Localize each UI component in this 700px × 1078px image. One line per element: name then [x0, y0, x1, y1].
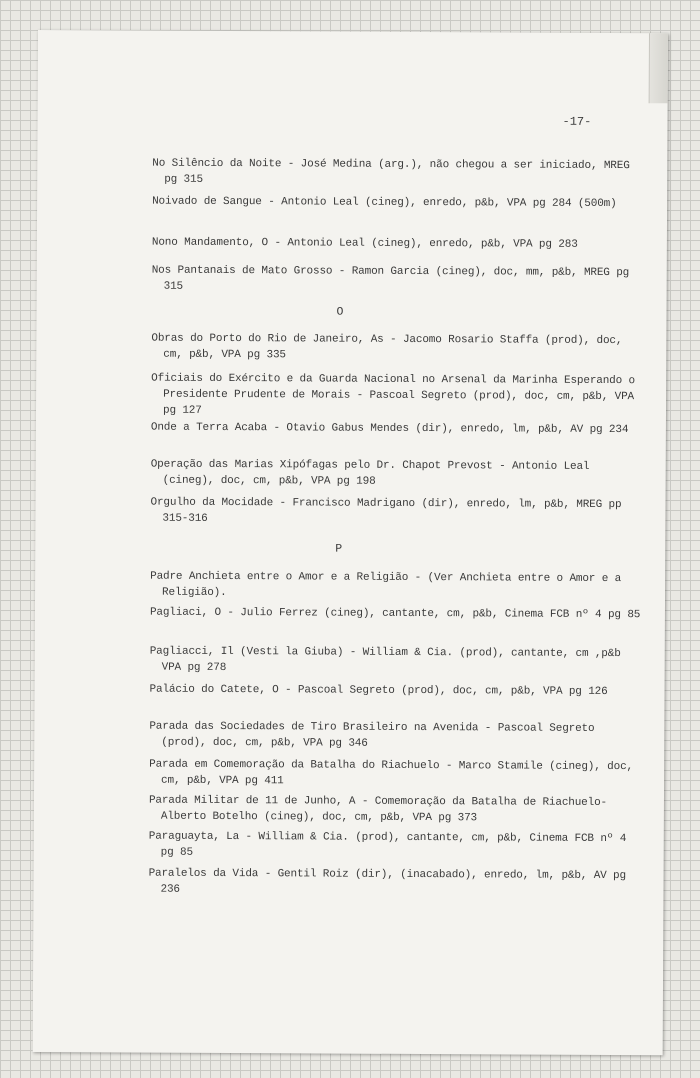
- list-item: Palácio do Catete, O - Pascoal Segreto (prod), doc, cm, p&b, VPA pg 126: [149, 683, 608, 698]
- list-item: Parada em Comemoração da Batalha do Riachuelo - Marco Stamile (cineg), doc, cm, p&b, VPA pg 411: [149, 758, 634, 788]
- list-item: Paralelos da Vida - Gentil Roiz (dir), (inacabado), enredo, lm, p&b, AV pg 236: [148, 867, 626, 896]
- list-item: Pagliaci, O - Julio Ferrez (cineg), cantante, cm, p&b, Cinema FCB nº 4 pg 85: [149, 606, 641, 622]
- list-item: Pagliacci, Il (Vesti la Giuba) - William & Cia. (prod), cantante, cm ,p&b VPA pg 278: [149, 645, 621, 674]
- document-page: [33, 30, 668, 1055]
- list-item: Noivado de Sangue - Antonio Leal (cineg), enredo, p&b, VPA pg 284 (500m): [152, 195, 617, 211]
- list-item: No Silêncio da Noite - José Medina (arg.), não chegou a ser iniciado, MREG pg 315: [152, 157, 630, 186]
- page-edge: [649, 33, 668, 103]
- list-item: Parada Militar de 11 de Junho, A - Comemoração da Batalha de Riachuelo- Alberto Botelho (cineg), doc, cm, p&b, VPA pg 373: [148, 794, 608, 825]
- list-item: Paraguayta, La - William & Cia. (prod), cantante, cm, p&b, Cinema FCB nº 4 pg 85: [148, 830, 627, 859]
- list-item: Orgulho da Mocidade - Francisco Madrigano (dir), enredo, lm, p&b, MREG pp 315-316: [150, 496, 622, 525]
- section-heading-p: P: [335, 542, 343, 556]
- list-item: Nos Pantanais de Mato Grosso - Ramon Garcia (cineg), doc, mm, p&b, MREG pg 315: [151, 264, 630, 293]
- list-item: Parada das Sociedades de Tiro Brasileiro na Avenida - Pascoal Segreto (prod), doc, cm, p&b, VPA pg 346: [149, 720, 595, 750]
- list-item: Nono Mandamento, O - Antonio Leal (cineg), enredo, p&b, VPA pg 283: [151, 236, 578, 251]
- list-item: Oficiais do Exército e da Guarda Nacional no Arsenal da Marinha Esperando o Presidente Prudente de Morais - Pascoal Segreto (prod), doc, cm, p&b, VPA pg 127: [151, 372, 636, 417]
- list-item: Onde a Terra Acaba - Otavio Gabus Mendes (dir), enredo, lm, p&b, AV pg 234: [150, 421, 629, 437]
- page-number: -17-: [562, 114, 592, 129]
- list-item: Obras do Porto do Rio de Janeiro, As - Jacomo Rosario Staffa (prod), doc, cm, p&b, VPA pg 335: [151, 332, 623, 362]
- list-item: Operação das Marias Xipófagas pelo Dr. Chapot Prevost - Antonio Leal (cineg), doc, cm, p&b, VPA pg 198: [150, 458, 590, 488]
- list-item: Padre Anchieta entre o Amor e a Religião - (Ver Anchieta entre o Amor e a Religião).: [150, 570, 622, 599]
- section-heading-o: O: [336, 305, 344, 319]
